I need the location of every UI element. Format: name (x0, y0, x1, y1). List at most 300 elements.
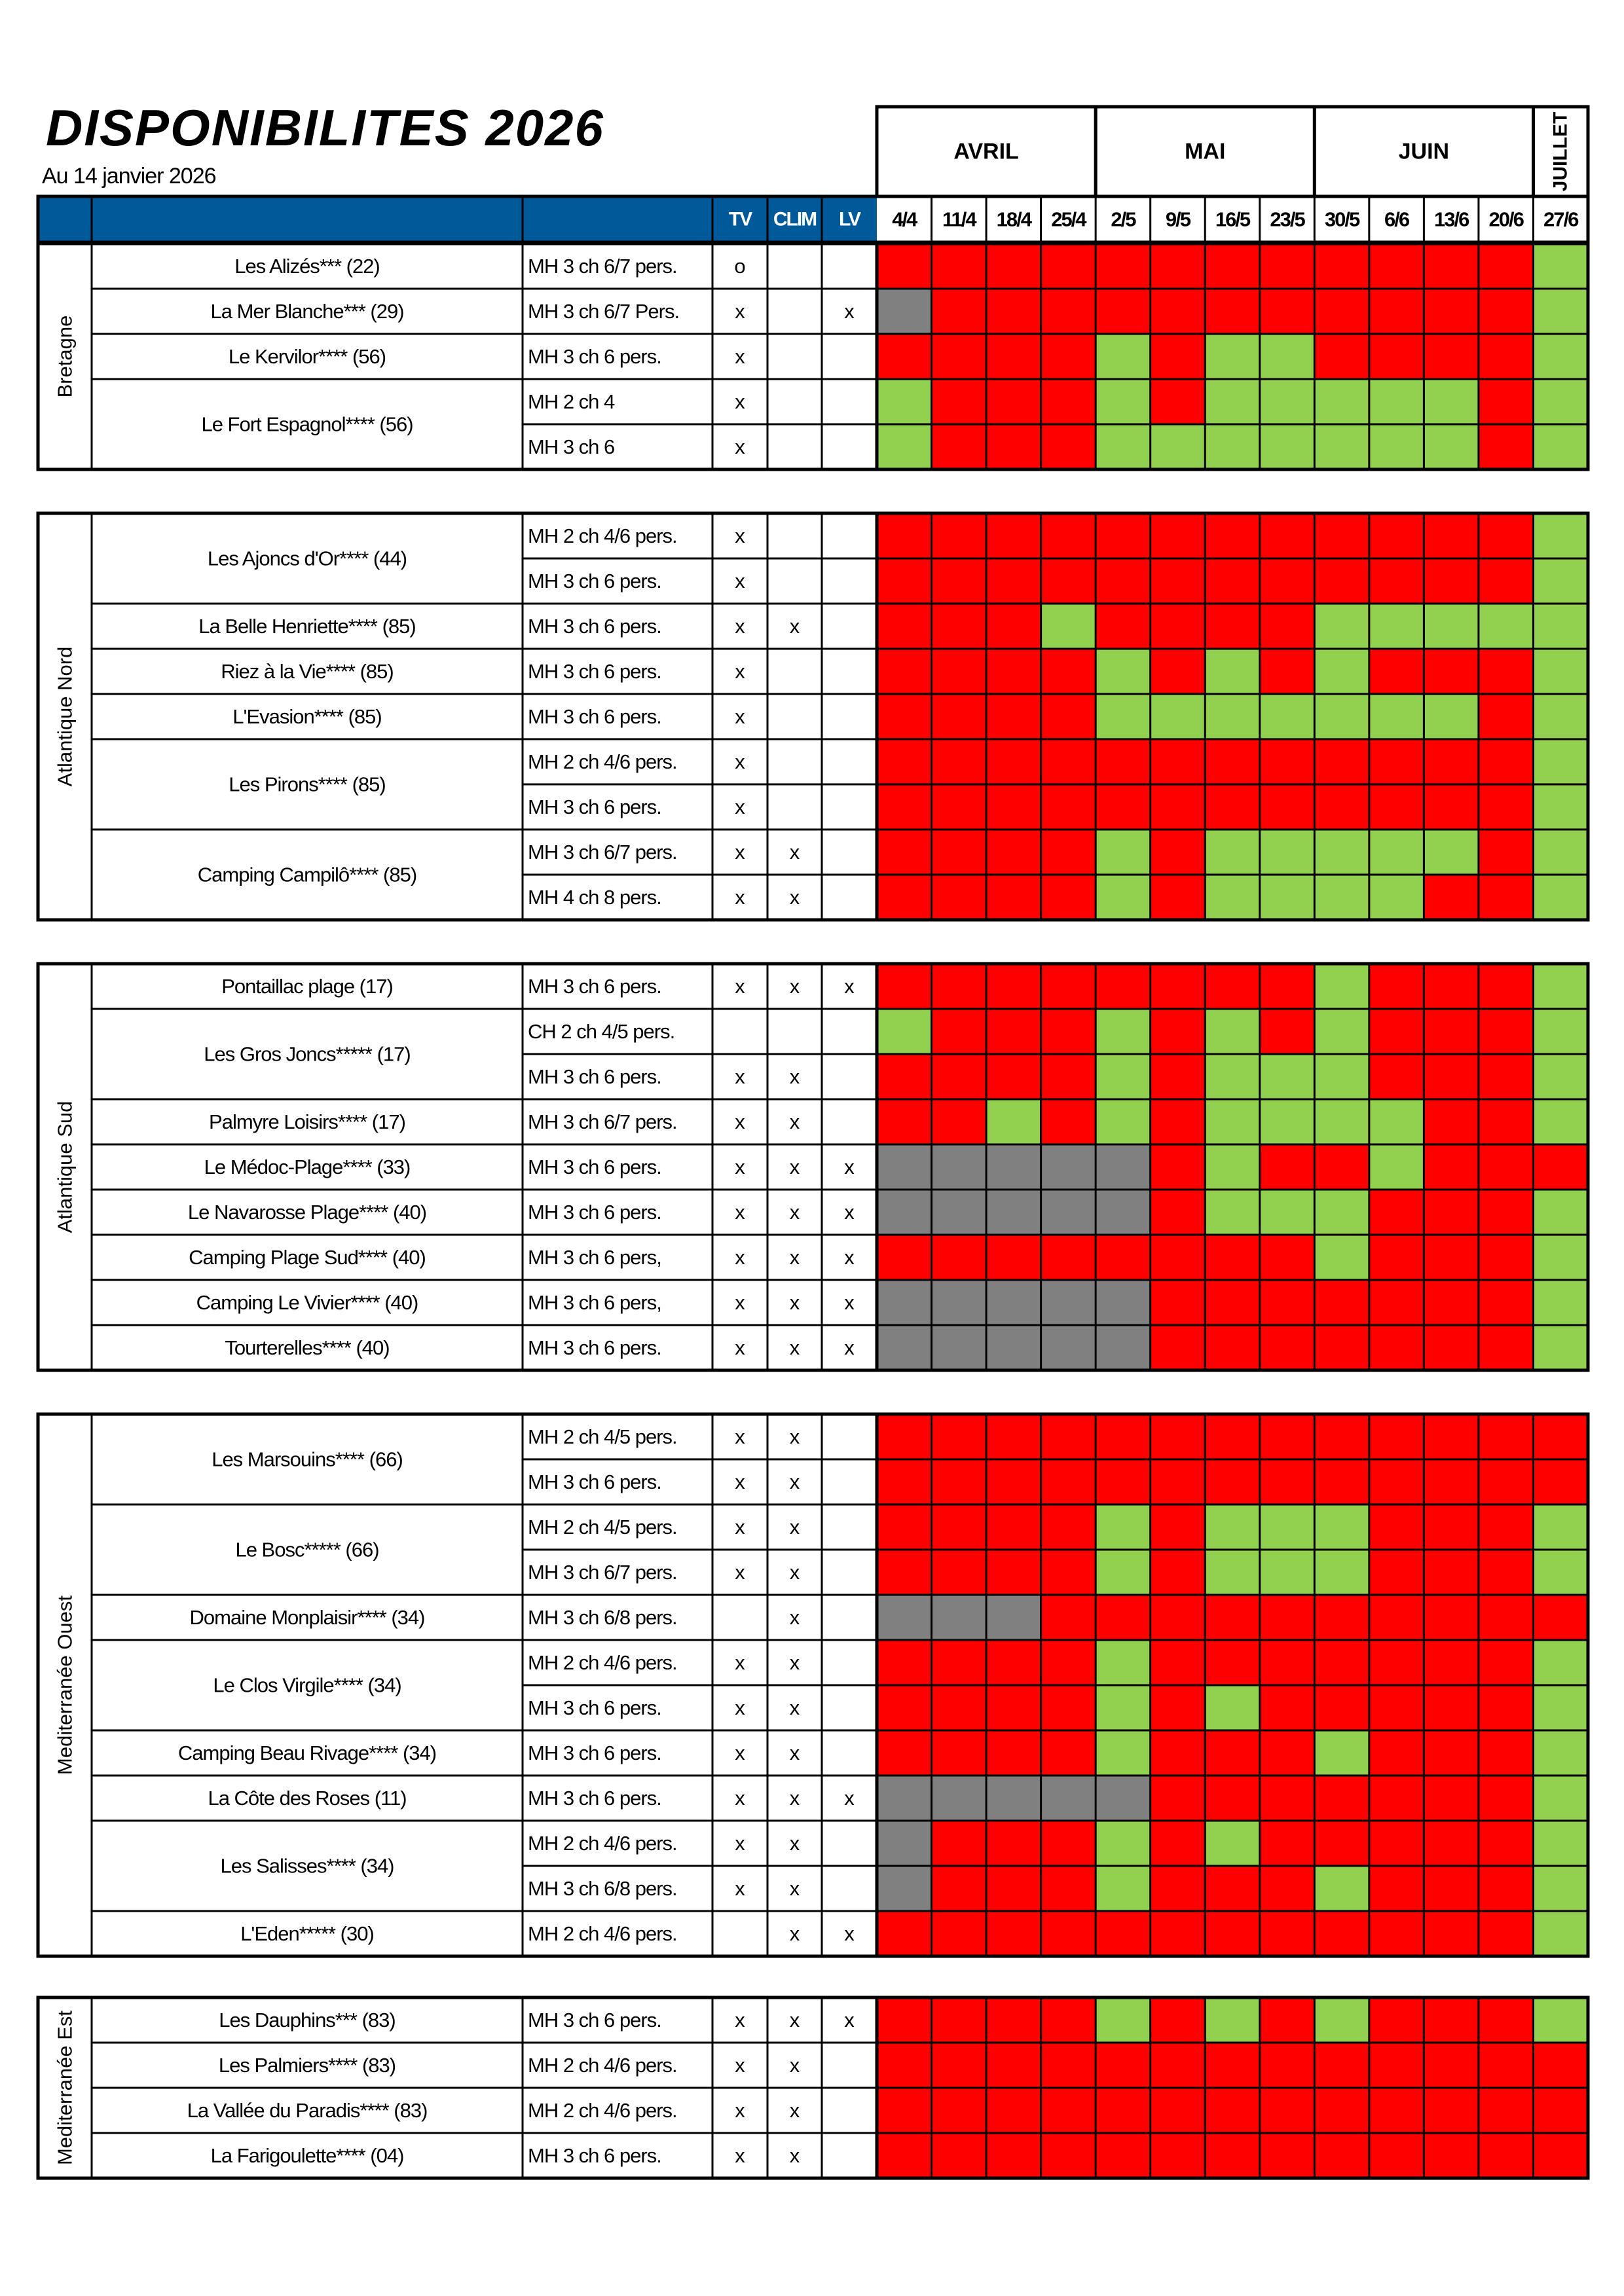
availability-cell (1424, 1325, 1479, 1370)
availability-cell (1041, 2133, 1096, 2178)
availability-cell (877, 424, 932, 469)
availability-cell (932, 244, 987, 289)
availability-cell (1096, 1866, 1151, 1911)
availability-cell (1533, 1144, 1588, 1190)
availability-cell (1533, 244, 1588, 289)
availability-cell (1424, 875, 1479, 920)
availability-cell (1533, 739, 1588, 784)
unit-type: MH 3 ch 6 pers. (528, 1065, 661, 1088)
availability-cell (877, 2088, 932, 2133)
lv-mark: x (844, 1291, 855, 1314)
availability-cell (1041, 649, 1096, 694)
availability-cell (877, 513, 932, 558)
unit-type: MH 2 ch 4/5 pers. (528, 1516, 677, 1539)
availability-cell (1533, 2043, 1588, 2088)
availability-cell (932, 513, 987, 558)
availability-cell (877, 1235, 932, 1280)
availability-cell (1533, 784, 1588, 829)
availability-cell (1041, 1911, 1096, 1956)
tv-mark: x (735, 1291, 745, 1314)
availability-cell (1479, 513, 1534, 558)
availability-cell (1096, 829, 1151, 875)
week-label: 9/5 (1165, 208, 1190, 231)
availability-cell (1096, 964, 1151, 1009)
availability-cell (1533, 1504, 1588, 1550)
availability-cell (1314, 964, 1369, 1009)
tv-mark: x (735, 1832, 745, 1855)
lv-mark: x (844, 1336, 855, 1359)
availability-cell (1424, 1414, 1479, 1459)
availability-cell (1260, 604, 1315, 649)
clim-mark: x (789, 1110, 800, 1133)
availability-cell (877, 1595, 932, 1640)
availability-cell (1151, 694, 1206, 739)
availability-cell (1533, 1459, 1588, 1504)
availability-cell (1205, 1730, 1260, 1776)
availability-cell (1369, 1280, 1424, 1325)
availability-cell (1314, 289, 1369, 334)
clim-mark: x (789, 2054, 800, 2077)
clim-mark: x (789, 1156, 800, 1178)
availability-cell (1096, 1414, 1151, 1459)
availability-cell (1369, 558, 1424, 604)
availability-cell (1314, 1325, 1369, 1370)
availability-cell (1424, 334, 1479, 379)
availability-cell (1479, 1235, 1534, 1280)
availability-cell (877, 1911, 932, 1956)
availability-cell (877, 649, 932, 694)
availability-cell (986, 739, 1041, 784)
tv-mark: x (735, 1425, 745, 1448)
availability-cell (1369, 2043, 1424, 2088)
clim-mark: x (789, 2144, 800, 2167)
availability-cell (1533, 1821, 1588, 1866)
availability-cell (1151, 1459, 1206, 1504)
availability-cell (1314, 649, 1369, 694)
clim-mark: x (789, 1696, 800, 1719)
availability-cell (1479, 1504, 1534, 1550)
availability-cell (1151, 558, 1206, 604)
availability-cell (1314, 784, 1369, 829)
availability-cell (932, 1009, 987, 1054)
availability-cell (1424, 424, 1479, 469)
availability-cell (932, 289, 987, 334)
availability-cell (986, 2043, 1041, 2088)
availability-cell (1151, 1911, 1206, 1956)
availability-cell (1205, 379, 1260, 424)
tv-mark: x (735, 1065, 745, 1088)
availability-cell (1314, 2088, 1369, 2133)
availability-cell (1314, 558, 1369, 604)
availability-cell (1205, 558, 1260, 604)
availability-cell (1369, 1550, 1424, 1595)
availability-cell (1041, 424, 1096, 469)
availability-cell (1314, 1997, 1369, 2043)
availability-cell (1314, 875, 1369, 920)
availability-cell (1533, 1280, 1588, 1325)
availability-cell (986, 604, 1041, 649)
unit-type: MH 3 ch 6 (528, 435, 615, 458)
availability-cell (1096, 1685, 1151, 1730)
col-clim-header: CLIM (773, 208, 817, 230)
availability-cell (1479, 334, 1534, 379)
tv-mark: x (735, 435, 745, 458)
tv-mark: x (735, 2144, 745, 2167)
availability-cell (877, 1997, 932, 2043)
availability-cell (1533, 1911, 1588, 1956)
availability-cell (1260, 2133, 1315, 2178)
availability-cell (1369, 694, 1424, 739)
availability-cell (1205, 1325, 1260, 1370)
tv-mark: x (735, 345, 745, 368)
availability-cell (1151, 334, 1206, 379)
availability-cell (1369, 379, 1424, 424)
availability-cell (1041, 1009, 1096, 1054)
availability-cell (1533, 2133, 1588, 2178)
tv-mark: x (735, 2054, 745, 2077)
region-label: Bretagne (53, 315, 77, 398)
tv-mark: x (735, 795, 745, 818)
availability-cell (1151, 513, 1206, 558)
availability-cell (1096, 2088, 1151, 2133)
availability-cell (932, 1235, 987, 1280)
availability-cell (1479, 964, 1534, 1009)
tv-mark: x (735, 1156, 745, 1178)
availability-cell (1424, 1280, 1479, 1325)
campsite-name: Le Fort Espagnol**** (56) (201, 412, 413, 436)
campsite-name: L'Eden***** (30) (240, 1922, 374, 1945)
availability-cell (1424, 289, 1479, 334)
unit-type: MH 2 ch 4/6 pers. (528, 524, 677, 547)
unit-type: MH 3 ch 6 pers. (528, 1787, 661, 1810)
availability-cell (877, 1099, 932, 1144)
availability-cell (877, 1640, 932, 1685)
availability-cell (1533, 964, 1588, 1009)
availability-cell (1041, 1550, 1096, 1595)
availability-cell (1041, 2043, 1096, 2088)
availability-cell (1096, 1504, 1151, 1550)
unit-type: MH 2 ch 4/5 pers. (528, 1425, 677, 1448)
availability-cell (1369, 1685, 1424, 1730)
availability-cell (1314, 1414, 1369, 1459)
availability-cell (1533, 829, 1588, 875)
unit-type: MH 3 ch 6 pers. (528, 615, 661, 638)
campsite-name: Les Marsouins**** (66) (212, 1448, 403, 1471)
clim-mark: x (789, 2009, 800, 2032)
availability-cell (1041, 558, 1096, 604)
availability-cell (1205, 513, 1260, 558)
week-label: 11/4 (942, 208, 976, 231)
lv-mark: x (844, 975, 855, 998)
availability-cell (1369, 1459, 1424, 1504)
availability-cell (1424, 1776, 1479, 1821)
availability-cell (1096, 2133, 1151, 2178)
availability-cell (986, 1099, 1041, 1144)
availability-cell (1424, 784, 1479, 829)
availability-cell (1260, 334, 1315, 379)
unit-type: MH 3 ch 6/8 pers. (528, 1877, 677, 1900)
availability-cell (1314, 244, 1369, 289)
availability-cell (1041, 829, 1096, 875)
availability-cell (1096, 649, 1151, 694)
unit-type: MH 2 ch 4/6 pers. (528, 2099, 677, 2122)
availability-cell (1369, 1414, 1424, 1459)
tv-mark: x (735, 1651, 745, 1674)
availability-cell (1369, 1009, 1424, 1054)
clim-mark: x (789, 1246, 800, 1269)
tv-mark: x (735, 2099, 745, 2122)
availability-cell (1314, 739, 1369, 784)
availability-cell (877, 1009, 932, 1054)
availability-cell (1260, 1911, 1315, 1956)
availability-cell (1369, 1235, 1424, 1280)
availability-cell (1205, 424, 1260, 469)
availability-cell (1260, 1325, 1315, 1370)
availability-cell (1314, 1776, 1369, 1821)
availability-cell (1533, 1550, 1588, 1595)
availability-cell (877, 694, 932, 739)
availability-cell (1096, 694, 1151, 739)
clim-mark: x (789, 1877, 800, 1900)
availability-cell (1479, 1730, 1534, 1776)
availability-cell (1479, 1866, 1534, 1911)
availability-cell (986, 244, 1041, 289)
availability-cell (1314, 1054, 1369, 1099)
tv-mark: x (735, 1470, 745, 1493)
availability-cell (877, 829, 932, 875)
availability-cell (932, 1911, 987, 1956)
availability-cell (1096, 1821, 1151, 1866)
availability-cell (1205, 2088, 1260, 2133)
availability-cell (1096, 289, 1151, 334)
clim-mark: x (789, 1561, 800, 1584)
availability-cell (986, 1640, 1041, 1685)
availability-cell (1096, 1730, 1151, 1776)
availability-cell (986, 1685, 1041, 1730)
unit-type: MH 3 ch 6 pers. (528, 345, 661, 368)
availability-cell (1096, 1640, 1151, 1685)
availability-cell (1096, 1009, 1151, 1054)
unit-type: MH 3 ch 6/7 pers. (528, 841, 677, 864)
availability-cell (1041, 1190, 1096, 1235)
availability-cell (1151, 964, 1206, 1009)
tv-mark: x (735, 975, 745, 998)
unit-type: MH 4 ch 8 pers. (528, 886, 661, 909)
availability-cell (932, 1997, 987, 2043)
availability-cell (1424, 1054, 1479, 1099)
unit-type: MH 3 ch 6 pers. (528, 975, 661, 998)
availability-cell (1424, 829, 1479, 875)
unit-type: MH 2 ch 4/6 pers. (528, 1832, 677, 1855)
availability-cell (1424, 1550, 1479, 1595)
week-label: 6/6 (1384, 208, 1409, 231)
availability-cell (1260, 829, 1315, 875)
availability-cell (1260, 1730, 1315, 1776)
availability-cell (1479, 784, 1534, 829)
availability-cell (1533, 1685, 1588, 1730)
availability-cell (1479, 1325, 1534, 1370)
tv-mark: x (735, 1741, 745, 1764)
month-label: AVRIL (953, 139, 1019, 164)
availability-cell (1369, 289, 1424, 334)
lv-mark: x (844, 1246, 855, 1269)
availability-cell (932, 2133, 987, 2178)
availability-cell (1479, 558, 1534, 604)
availability-cell (1096, 558, 1151, 604)
availability-cell (1205, 1099, 1260, 1144)
availability-cell (1533, 513, 1588, 558)
availability-cell (932, 1776, 987, 1821)
availability-cell (1369, 334, 1424, 379)
availability-cell (1096, 1911, 1151, 1956)
availability-cell (932, 334, 987, 379)
availability-cell (1151, 649, 1206, 694)
unit-type: MH 3 ch 6 pers, (528, 1246, 661, 1269)
availability-cell (1479, 1550, 1534, 1595)
availability-cell (1424, 513, 1479, 558)
availability-cell (1533, 1414, 1588, 1459)
availability-cell (1041, 1685, 1096, 1730)
clim-mark: x (789, 2099, 800, 2122)
campsite-name: Le Médoc-Plage**** (33) (204, 1156, 411, 1178)
availability-cell (1533, 1235, 1588, 1280)
tv-mark: x (735, 615, 745, 638)
availability-cell (1479, 1099, 1534, 1144)
availability-cell (1479, 649, 1534, 694)
availability-cell (1424, 1235, 1479, 1280)
availability-cell (1205, 1054, 1260, 1099)
region-label: Atlantique Nord (53, 646, 77, 787)
availability-cell (1260, 1190, 1315, 1235)
availability-cell (932, 1550, 987, 1595)
region-label: Atlantique Sud (53, 1101, 77, 1233)
availability-cell (1424, 1730, 1479, 1776)
availability-cell (1205, 1459, 1260, 1504)
unit-type: MH 3 ch 6/7 Pers. (528, 300, 680, 323)
availability-cell (1151, 1054, 1206, 1099)
availability-cell (1096, 1235, 1151, 1280)
availability-cell (877, 1414, 932, 1459)
campsite-name: La Belle Henriette**** (85) (198, 615, 416, 638)
availability-cell (1205, 1685, 1260, 1730)
campsite-name: L'Evasion**** (85) (232, 705, 382, 728)
availability-cell (932, 1730, 987, 1776)
availability-cell (932, 1280, 987, 1325)
availability-cell (1041, 1866, 1096, 1911)
availability-cell (1260, 1054, 1315, 1099)
region-label: Mediterranée Est (53, 2010, 77, 2166)
availability-cell (1041, 1054, 1096, 1099)
availability-cell (932, 1414, 987, 1459)
availability-cell (1479, 875, 1534, 920)
clim-mark: x (789, 1651, 800, 1674)
availability-cell (1260, 1144, 1315, 1190)
campsite-name: Les Dauphins*** (83) (219, 2009, 396, 2032)
availability-cell (1479, 1911, 1534, 1956)
tv-mark: x (735, 1696, 745, 1719)
availability-cell (1205, 1595, 1260, 1640)
availability-cell (1096, 2043, 1151, 2088)
availability-cell (1041, 1459, 1096, 1504)
tv-mark: x (735, 300, 745, 323)
availability-cell (1369, 1911, 1424, 1956)
week-label: 4/4 (892, 208, 917, 231)
availability-cell (1424, 2133, 1479, 2178)
availability-cell (1096, 379, 1151, 424)
availability-cell (1424, 244, 1479, 289)
availability-cell (1205, 2133, 1260, 2178)
availability-cell (1096, 739, 1151, 784)
availability-cell (1260, 513, 1315, 558)
availability-cell (1205, 694, 1260, 739)
availability-cell (1260, 558, 1315, 604)
availability-cell (1314, 604, 1369, 649)
availability-cell (1260, 784, 1315, 829)
availability-cell (1151, 1997, 1206, 2043)
availability-cell (1260, 2043, 1315, 2088)
availability-cell (1041, 1099, 1096, 1144)
availability-cell (1479, 1685, 1534, 1730)
availability-cell (1369, 1144, 1424, 1190)
availability-cell (877, 334, 932, 379)
availability-cell (1533, 379, 1588, 424)
tv-mark: o (734, 255, 746, 278)
availability-cell (986, 558, 1041, 604)
availability-cell (1260, 964, 1315, 1009)
availability-cell (877, 1325, 932, 1370)
availability-cell (1260, 649, 1315, 694)
availability-cell (1424, 1144, 1479, 1190)
availability-cell (1041, 1821, 1096, 1866)
campsite-name: Le Kervilor**** (56) (228, 345, 386, 368)
availability-cell (1533, 649, 1588, 694)
unit-type: MH 3 ch 6 pers. (528, 1696, 661, 1719)
availability-cell (1041, 1730, 1096, 1776)
tv-mark: x (735, 1787, 745, 1810)
availability-cell (1151, 1504, 1206, 1550)
unit-type: MH 2 ch 4/6 pers. (528, 750, 677, 773)
availability-cell (1479, 1595, 1534, 1640)
clim-mark: x (789, 1336, 800, 1359)
availability-cell (1205, 739, 1260, 784)
campsite-name: Les Alizés*** (22) (234, 255, 380, 278)
availability-cell (1260, 1099, 1315, 1144)
availability-cell (877, 739, 932, 784)
availability-cell (877, 1685, 932, 1730)
availability-cell (1096, 875, 1151, 920)
availability-cell (1479, 1997, 1534, 2043)
availability-cell (1314, 1459, 1369, 1504)
availability-cell (986, 1595, 1041, 1640)
campsite-name: Riez à la Vie**** (85) (221, 660, 394, 683)
availability-cell (1260, 1414, 1315, 1459)
availability-cell (1205, 244, 1260, 289)
tv-mark: x (735, 1110, 745, 1133)
availability-cell (1369, 424, 1424, 469)
availability-cell (1260, 2088, 1315, 2133)
tv-mark: x (735, 1561, 745, 1584)
availability-cell (877, 1190, 932, 1235)
availability-cell (1151, 1776, 1206, 1821)
availability-cell (1533, 1866, 1588, 1911)
availability-cell (1533, 1776, 1588, 1821)
clim-mark: x (789, 1787, 800, 1810)
unit-type: MH 3 ch 6 pers. (528, 1336, 661, 1359)
availability-cell (1096, 513, 1151, 558)
availability-cell (877, 784, 932, 829)
availability-cell (1479, 1821, 1534, 1866)
availability-cell (1314, 1009, 1369, 1054)
